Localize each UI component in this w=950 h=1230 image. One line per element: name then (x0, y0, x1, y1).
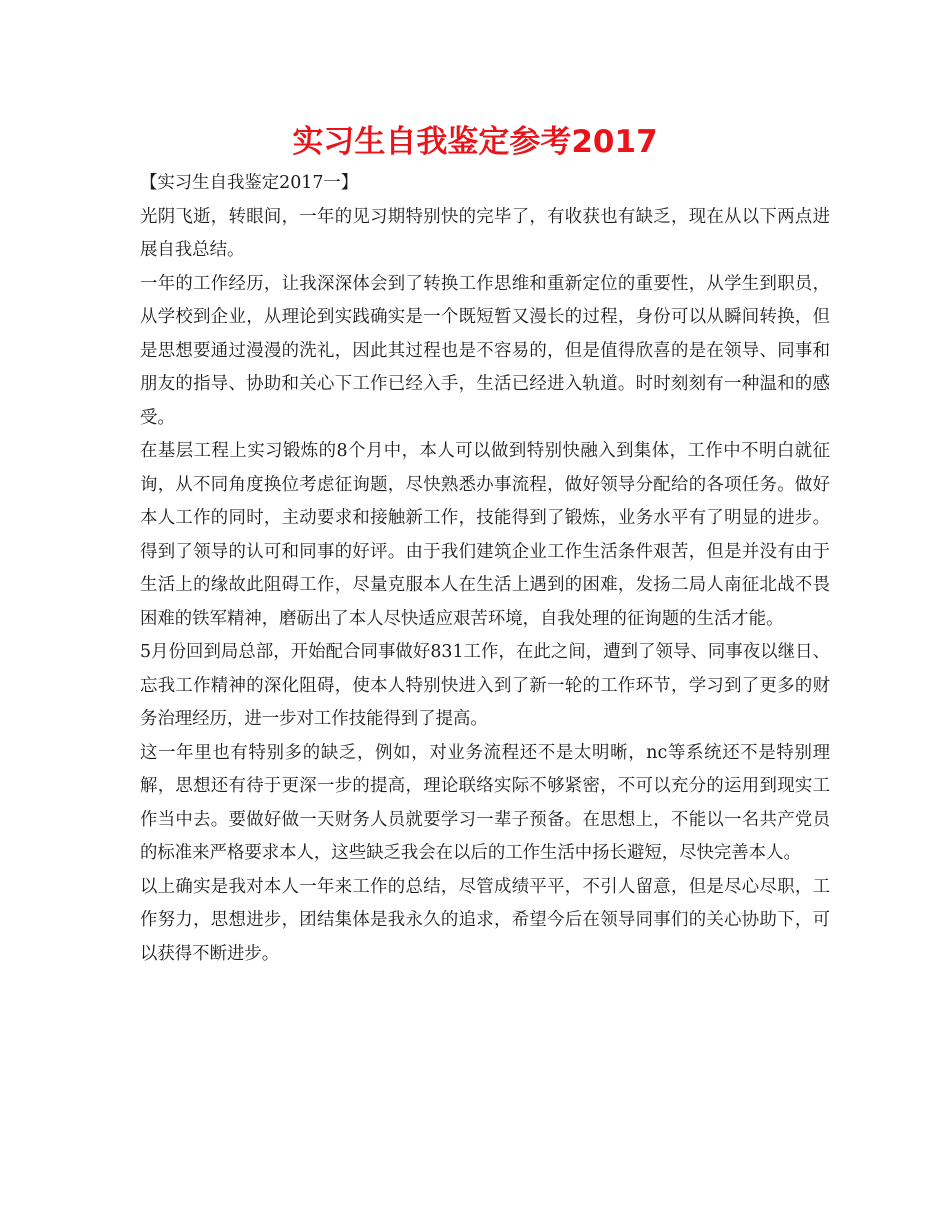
paragraph: 这一年里也有特别多的缺乏，例如，对业务流程还不是太明晰，nc等系统还不是特别理解，思想还有待于更深一步的提高，理论联络实际不够紧密，不可以充分的运用到现实工作当中去。要做好做一天财务人员就要学习一辈子预备。在思想上，不能以一名共产党员的标准来严格要求本人，这些缺乏我会在以后的工作生活中扬长避短，尽快完善本人。 (140, 742, 830, 863)
section-heading: 【实习生自我鉴定2017一】 (140, 173, 359, 193)
paragraph: 一年的工作经历，让我深深体会到了转换工作思维和重新定位的重要性，从学生到职员，从学校到企业，从理论到实践确实是一个既短暂又漫长的过程，身份可以从瞬间转换，但是思想要通过漫漫的洗礼，因此其过程也是不容易的，但是值得欣喜的是在领导、同事和朋友的指导、协助和关心下工作已经入手，生活已经进入轨道。时时刻刻有一种温和的感受。 (140, 273, 830, 428)
document-title: 实习生自我鉴定参考2017 (292, 124, 658, 160)
paragraph: 在基层工程上实习锻炼的8个月中，本人可以做到特别快融入到集体，工作中不明白就征询，从不同角度换位考虑征询题，尽快熟悉办事流程，做好领导分配给的各项任务。做好本人工作的同时，主动要求和接触新工作，技能得到了锻炼，业务水平有了明显的进步。得到了领导的认可和同事的好评。由于我们建筑企业工作生活条件艰苦，但是并没有由于生活上的缘故此阻碍工作，尽量克服本人在生活上遇到的困难，发扬二局人南征北战不畏困难的铁军精神，磨砺出了本人尽快适应艰苦环境，自我处理的征询题的生活才能。 (140, 441, 830, 629)
paragraph: 以上确实是我对本人一年来工作的总结，尽管成绩平平，不引人留意，但是尽心尽职，工作努力，思想进步，团结集体是我永久的追求，希望今后在领导同事们的关心协助下，可以获得不断进步。 (140, 876, 830, 964)
paragraph: 5月份回到局总部，开始配合同事做好831工作，在此之间，遭到了领导、同事夜以继日、忘我工作精神的深化阻碍，使本人特别快进入到了新一轮的工作环节，学习到了更多的财务治理经历，进一步对工作技能得到了提高。 (140, 642, 830, 729)
document-body (140, 167, 830, 971)
paragraph: 光阴飞逝，转眼间，一年的见习期特别快的完毕了，有收获也有缺乏，现在从以下两点进展自我总结。 (140, 206, 830, 260)
